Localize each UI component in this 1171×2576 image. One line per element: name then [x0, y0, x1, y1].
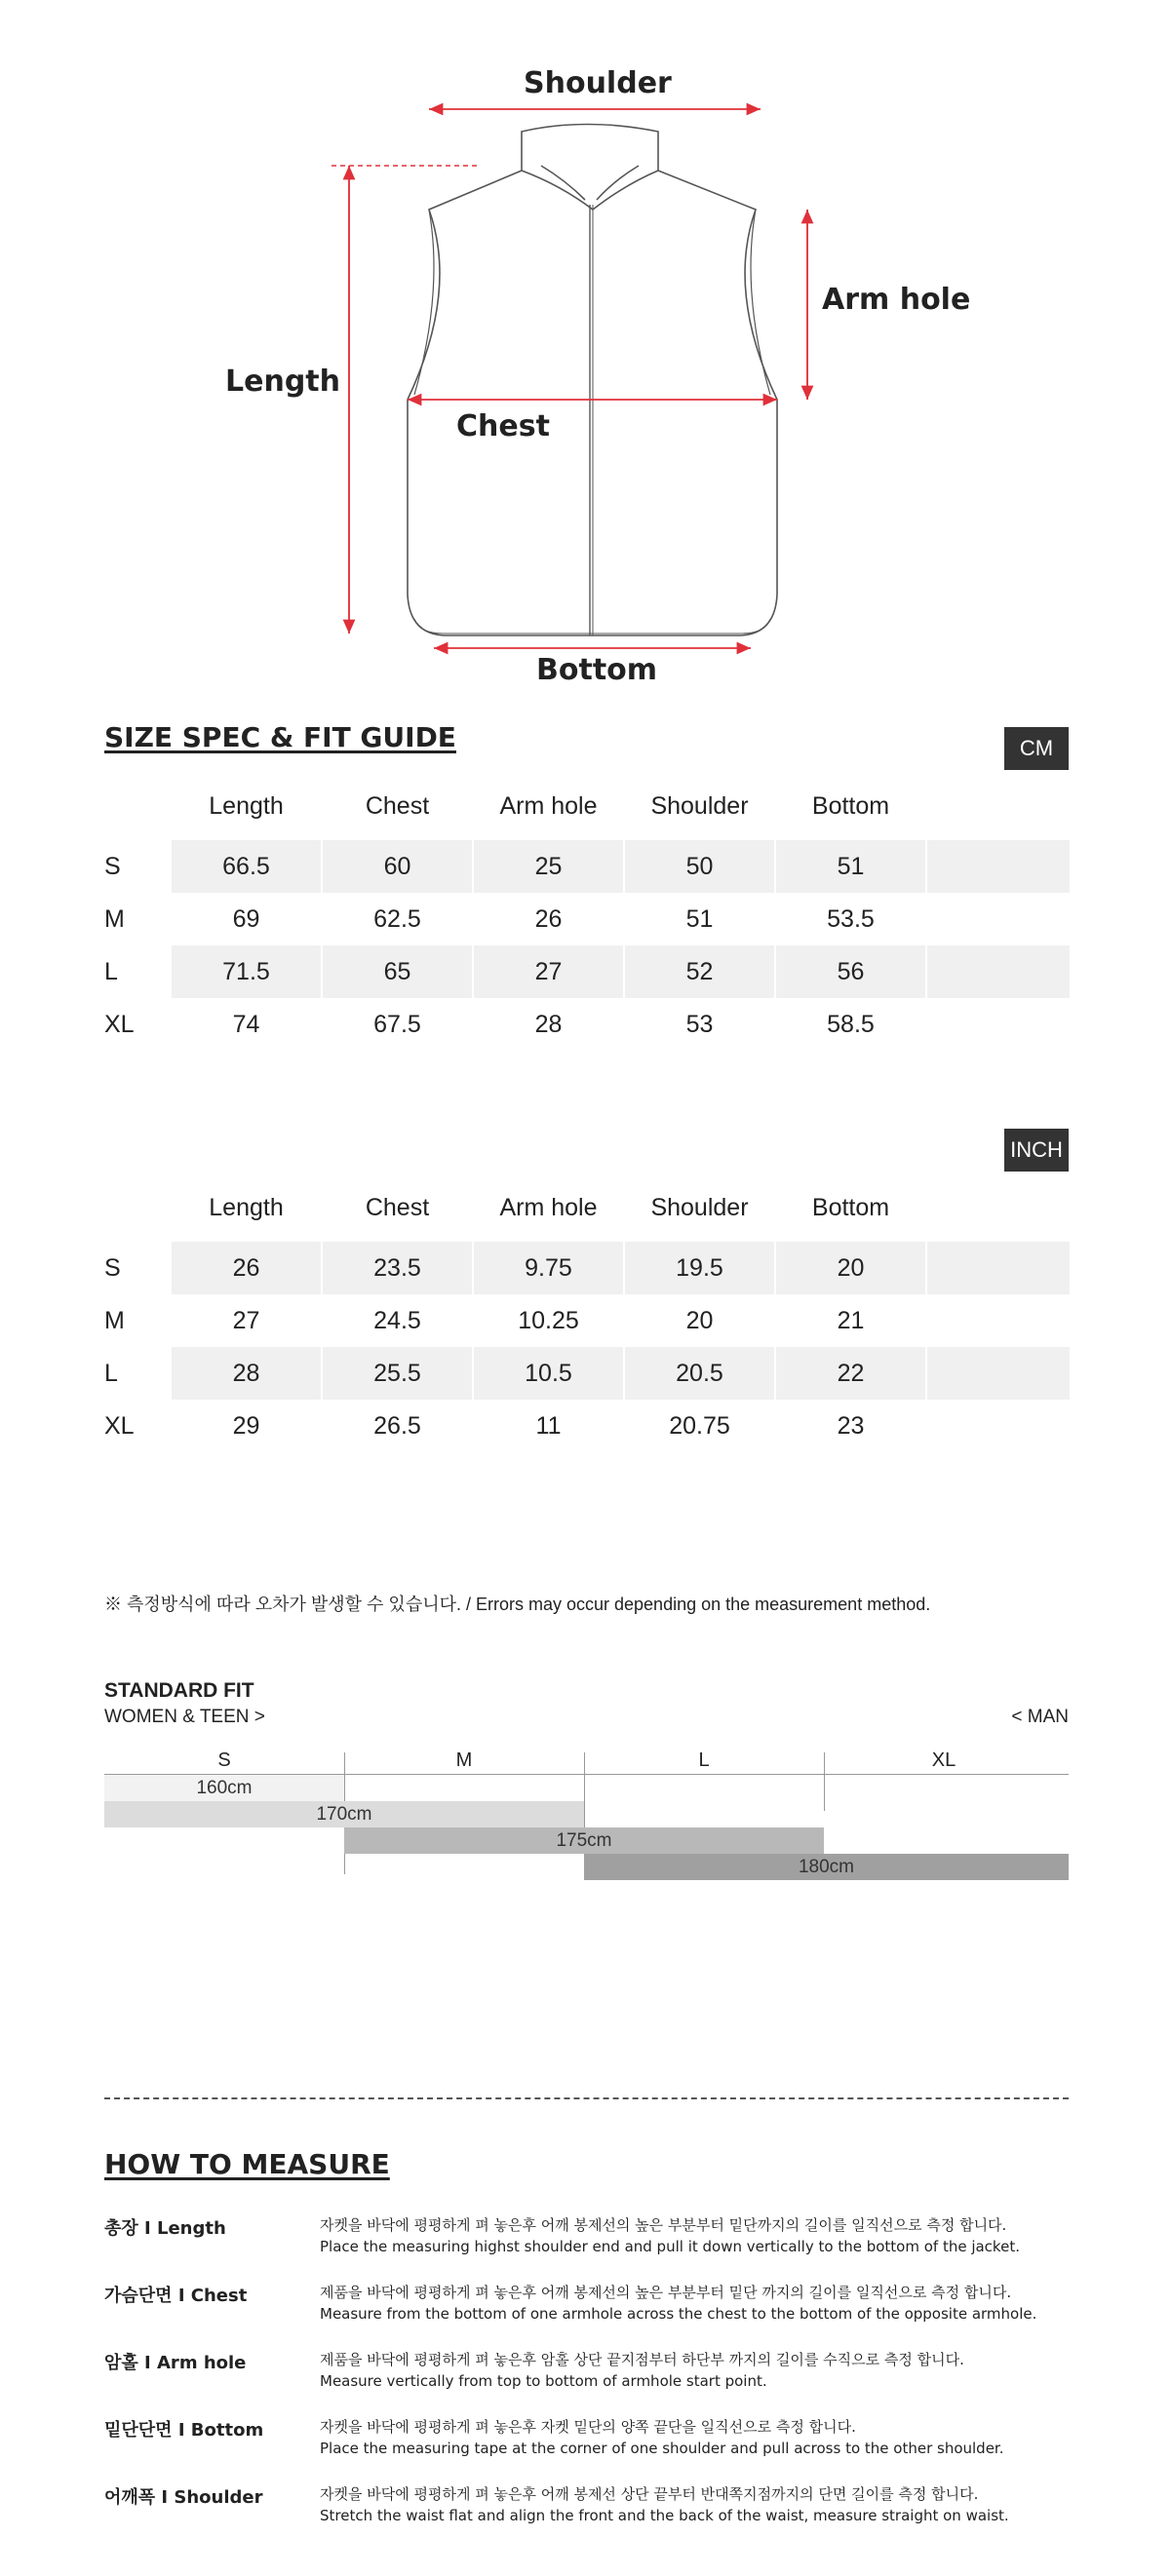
table-row [104, 893, 1070, 945]
table-cell: 52 [625, 945, 774, 998]
column-header: Length [209, 791, 284, 820]
table-cell: 9.75 [474, 1242, 623, 1294]
measure-desc-ko: 제품을 바닥에 평평하게 펴 놓은후 암홀 상단 끝지점부터 하단부 까지의 길이를 수직으로 측정 합니다. [320, 2351, 964, 2368]
table-cell: 65 [323, 945, 472, 998]
measure-label: 총장 I Length [104, 2218, 226, 2239]
measure-desc-ko: 제품을 바닥에 평평하게 펴 놓은후 어깨 봉제선의 높은 부분부터 밑단 까지의 길이를 일직선으로 측정 합니다. [320, 2284, 1012, 2301]
size-label: L [104, 1359, 118, 1387]
table-cell-empty [927, 840, 1070, 893]
unit-badge-cm: CM [1004, 727, 1069, 770]
size-label: M [104, 904, 125, 933]
table-cell-empty [927, 945, 1070, 998]
fit-bar-170: 170cm [104, 1801, 584, 1827]
table-row [104, 1294, 1070, 1347]
size-spec-title: SIZE SPEC & FIT GUIDE [104, 721, 456, 753]
table-cell-empty [927, 1242, 1070, 1294]
table-cell: 69 [232, 904, 260, 933]
table-cell: 11 [535, 1411, 562, 1440]
table-cell: 24.5 [373, 1306, 421, 1334]
column-header: Shoulder [650, 1193, 749, 1221]
table-cell: 56 [776, 945, 925, 998]
unit-badge-inch: INCH [1004, 1129, 1069, 1172]
size-label: XL [104, 1010, 135, 1038]
column-header: Chest [365, 1193, 430, 1221]
shoulder-label: Shoulder [524, 66, 672, 100]
table-cell: 25.5 [323, 1347, 472, 1400]
table-cell: 62.5 [373, 904, 421, 933]
table-row [104, 945, 1070, 998]
table-cell: 26.5 [373, 1411, 421, 1440]
measure-desc-ko: 자켓을 바닥에 평평하게 펴 놓은후 자켓 밑단의 양쪽 끝단을 일직선으로 측정 합니다. [320, 2418, 856, 2436]
table-cell: 10.25 [518, 1306, 579, 1334]
women-teen-label: WOMEN & TEEN > [104, 1707, 265, 1727]
table-cell: 74 [232, 1010, 260, 1038]
table-header [104, 1181, 1070, 1234]
man-label: < MAN [1011, 1707, 1069, 1727]
size-table-cm [104, 780, 1070, 1051]
length-label: Length [225, 365, 340, 399]
measure-desc-en: Place the measuring tape at the corner of one shoulder and pull across to the other shoulder. [320, 2440, 1004, 2457]
standard-fit [0, 1672, 1171, 1905]
fit-bar-175: 175cm [344, 1827, 824, 1854]
fit-bar-160: 160cm [104, 1775, 344, 1801]
table-row [104, 840, 1070, 893]
table-cell: 27 [232, 1306, 260, 1334]
column-header: Arm hole [499, 791, 598, 820]
fit-size-s: S [217, 1749, 231, 1771]
measure-desc-en: Measure from the bottom of one armhole across the chest to the bottom of the opposite armhole. [320, 2305, 1037, 2323]
table-cell: 58.5 [827, 1010, 875, 1038]
table-cell: 60 [323, 840, 472, 893]
table-cell: 51 [685, 904, 714, 933]
measure-label: 암홀 I Arm hole [104, 2353, 247, 2373]
table-cell: 71.5 [172, 945, 321, 998]
table-cell: 20 [776, 1242, 925, 1294]
column-header: Chest [365, 791, 430, 820]
table-cell: 10.5 [474, 1347, 623, 1400]
table-cell: 27 [474, 945, 623, 998]
table-cell: 67.5 [373, 1010, 421, 1038]
column-header: Bottom [811, 791, 890, 820]
table-cell: 25 [474, 840, 623, 893]
table-row [104, 1347, 1070, 1400]
size-label: S [104, 852, 121, 880]
vest-illustration [0, 0, 1171, 702]
measure-desc-ko: 자켓을 바닥에 평평하게 펴 놓은후 어깨 봉제선 상단 끝부터 반대쪽지점까지의 단면 길이를 측정 합니다. [320, 2485, 979, 2503]
table-row [104, 1400, 1070, 1452]
vest-diagram [0, 0, 1171, 702]
measure-desc-en: Stretch the waist flat and align the front and the back of the waist, measure straight on waist. [320, 2507, 1009, 2524]
table-cell: 66.5 [172, 840, 321, 893]
fit-bar-180: 180cm [584, 1854, 1069, 1880]
table-cell: 19.5 [625, 1242, 774, 1294]
table-row [104, 1242, 1070, 1294]
table-cell: 50 [625, 840, 774, 893]
table-cell: 23 [837, 1411, 865, 1440]
column-header: Arm hole [499, 1193, 598, 1221]
table-cell: 20.5 [625, 1347, 774, 1400]
table-cell: 26 [172, 1242, 321, 1294]
fit-size-xl: XL [931, 1749, 956, 1771]
standard-fit-title: STANDARD FIT [104, 1679, 254, 1702]
arm-hole-label: Arm hole [822, 283, 971, 317]
table-cell: 51 [776, 840, 925, 893]
table-header [104, 780, 1070, 832]
size-label: L [104, 957, 118, 985]
table-row [104, 998, 1070, 1051]
table-cell: 22 [776, 1347, 925, 1400]
table-cell: 26 [534, 904, 563, 933]
table-cell: 21 [837, 1306, 865, 1334]
fit-size-l: L [698, 1749, 710, 1771]
measure-desc-en: Measure vertically from top to bottom of armhole start point. [320, 2372, 767, 2390]
size-label: XL [104, 1411, 135, 1440]
size-label: M [104, 1306, 125, 1334]
fit-divider [824, 1752, 825, 1811]
table-cell: 23.5 [323, 1242, 472, 1294]
size-label: S [104, 1253, 121, 1282]
measure-desc-ko: 자켓을 바닥에 평평하게 펴 놓은후 어깨 봉제선의 높은 부분부터 밑단까지의 길이를 일직선으로 측정 합니다. [320, 2216, 1007, 2234]
chest-label: Chest [456, 409, 550, 443]
table-cell: 53.5 [827, 904, 875, 933]
table-cell: 53 [685, 1010, 714, 1038]
column-header: Length [209, 1193, 284, 1221]
how-to-measure-title: HOW TO MEASURE [104, 2148, 390, 2180]
bottom-label: Bottom [536, 653, 658, 687]
dashed-separator [104, 2097, 1069, 2099]
column-header: Bottom [811, 1193, 890, 1221]
table-cell: 20.75 [669, 1411, 730, 1440]
measure-label: 가슴단면 I Chest [104, 2286, 248, 2306]
table-cell-empty [927, 1347, 1070, 1400]
table-cell: 29 [232, 1411, 260, 1440]
measure-desc-en: Place the measuring highst shoulder end and pull it down vertically to the bottom of the jacket. [320, 2238, 1020, 2255]
size-table-inch [104, 1181, 1070, 1452]
measure-label: 밑단단면 I Bottom [104, 2420, 264, 2441]
column-header: Shoulder [650, 791, 749, 820]
fit-size-m: M [455, 1749, 473, 1771]
table-cell: 28 [534, 1010, 563, 1038]
measure-label: 어깨폭 I Shoulder [104, 2487, 263, 2508]
table-cell: 28 [172, 1347, 321, 1400]
table-cell: 20 [685, 1306, 714, 1334]
measurement-note: ※ 측정방식에 따라 오차가 발생할 수 있습니다. / Errors may occur depending on the measurement method. [104, 1595, 931, 1614]
